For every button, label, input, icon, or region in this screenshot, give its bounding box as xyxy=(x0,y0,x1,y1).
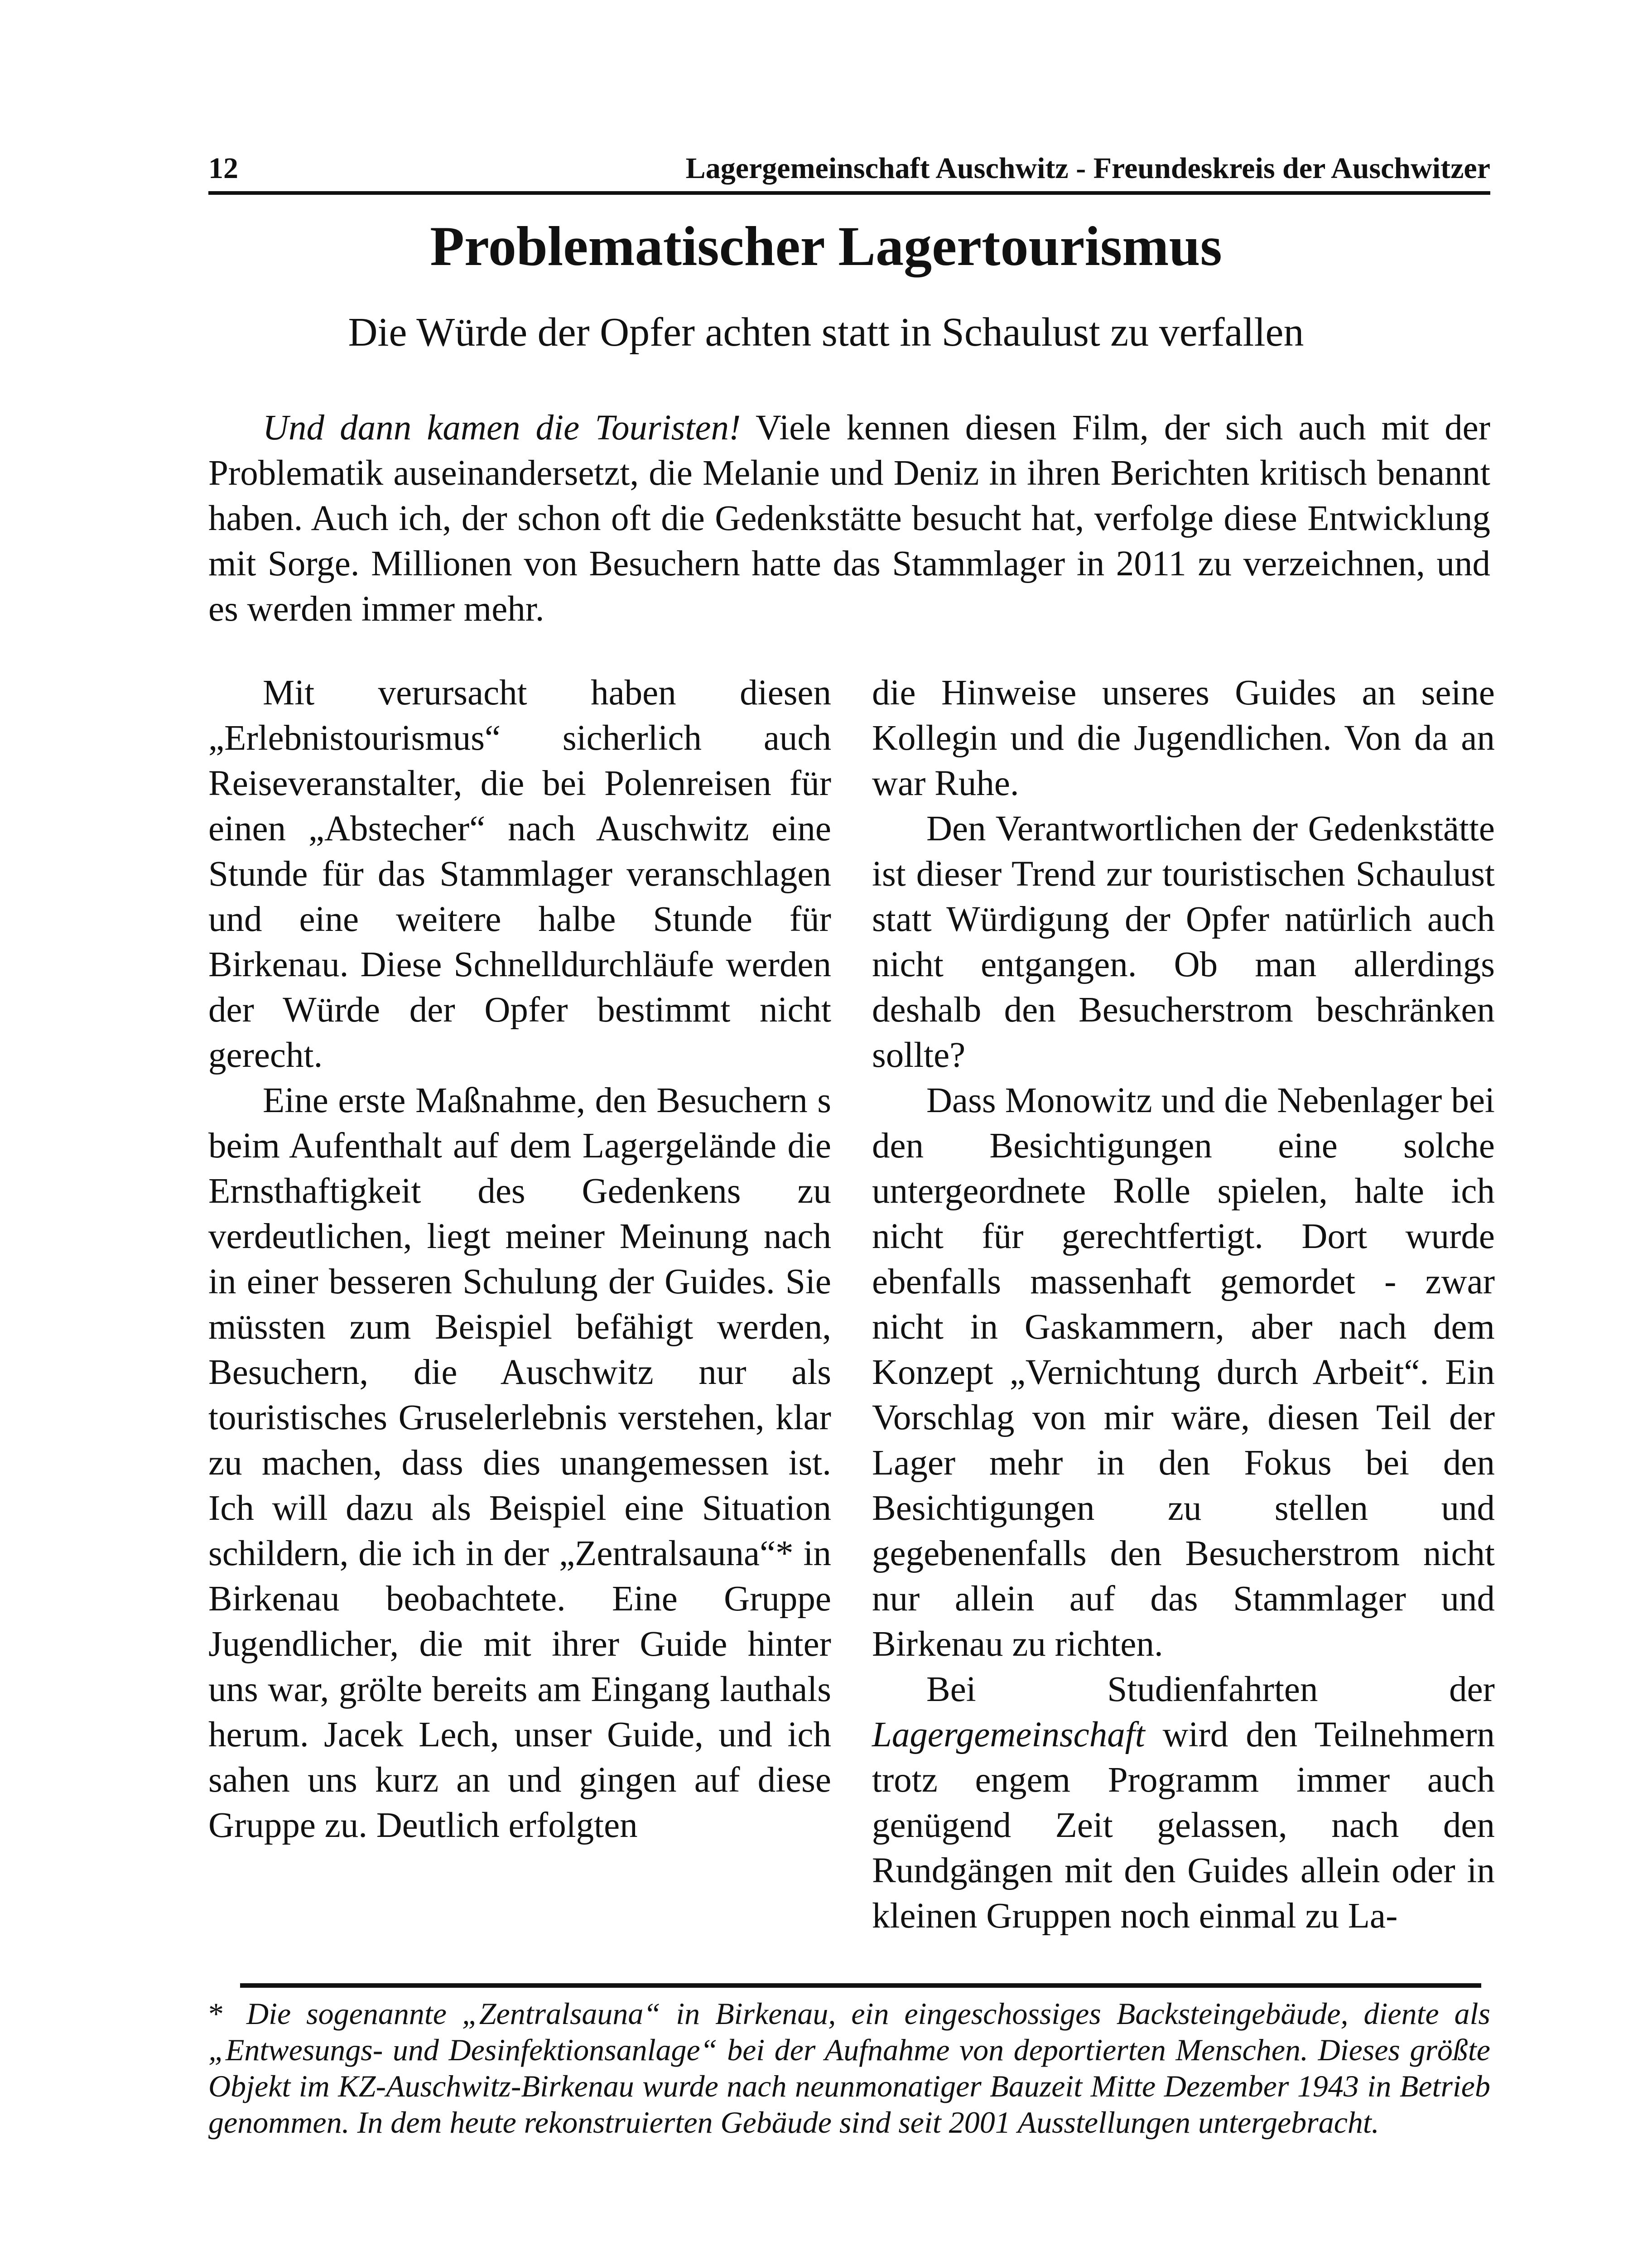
intro-italic: Und dann kamen die Touristen! xyxy=(263,408,741,448)
left-column xyxy=(208,670,831,1848)
footnote-marker: * xyxy=(208,1996,224,2031)
right-paragraph-4-rest: wird den Teilnehmern trotz engem Programm immer auch genügend Zeit gelassen, nach den Rundgängen mit den Guides allein oder in kleinen Gruppen noch einmal zu La- xyxy=(872,1715,1495,1936)
right-paragraph-1: die Hinweise unseres Guides an seine Kollegin und die Jugendlichen. Von da an war Ruhe. xyxy=(872,673,1495,803)
running-title: Lagergemeinschaft Auschwitz - Freundeskreis der Auschwitzer xyxy=(685,152,1490,185)
article-subtitle: Die Würde der Opfer achten statt in Schaulust zu verfallen xyxy=(348,310,1304,355)
right-paragraph-2: Den Verantwortlichen der Gedenkstätte ist dieser Trend zur touristischen Schaulust statt Würdigung der Opfer natürlich auch nicht entgangen. Ob man allerdings deshalb den Besucherstrom beschränken sollte? xyxy=(872,809,1495,1075)
right-paragraph-3: Dass Monowitz und die Nebenlager bei den Besichtigungen eine solche untergeordnete Rolle spielen, halte ich nicht für gerechtfertigt. Dort wurde ebenfalls massenhaft gemordet - zwar nicht in Gaskammern, aber nach dem Konzept „Vernichtung durch Arbeit“. Ein Vorschlag von mir wäre, diesen Teil der Lager mehr in den Fokus bei den Besichtigungen zu stellen und gegebenenfalls den Besucherstrom nicht nur allein auf das Stammlager und Birkenau zu richten. xyxy=(872,1081,1495,1664)
footnote xyxy=(208,1995,1490,2140)
right-column xyxy=(872,670,1495,1939)
intro-text: Viele kennen diesen Film, der sich auch mit der Problematik auseinandersetzt, die Melanie und Deniz in ihren Berichten kritisch benannt haben. Auch ich, der schon oft die Gedenkstätte besucht hat, verfolge diese Entwicklung mit Sorge. Millionen von Besuchern hatte das Stammlager in 2011 zu verzeichnen, und es werden immer mehr. xyxy=(208,408,1491,629)
footnote-divider xyxy=(240,1983,1481,1988)
intro-paragraph xyxy=(208,405,1490,632)
right-paragraph-4 xyxy=(872,1667,1495,1939)
page-number: 12 xyxy=(208,152,238,185)
article-title: Problematischer Lagertourismus xyxy=(430,215,1222,277)
footnote-text: Die sogenannte „Zentralsauna“ in Birkenau, ein eingeschossiges Backsteingebäude, diente als „Entwesungs- und Desinfektionsanlage“ bei der Aufnahme von deportierten Menschen. Dieses größte Objekt im KZ-Auschwitz-Birkenau wurde nach neunmonatiger Bauzeit Mitte Dezember 1943 in Betrieb genommen. In dem heute rekonstruierten Gebäude sind seit 2001 Ausstellungen untergebracht. xyxy=(208,1996,1490,2140)
left-paragraph-1: Mit verursacht haben diesen „Erlebnistourismus“ sicherlich auch Reiseveranstalter, die bei Polenreisen für einen „Abstecher“ nach Auschwitz eine Stunde für das Stammlager veranschlagen und eine weitere halbe Stunde für Birkenau. Diese Schnelldurchläufe werden der Würde der Opfer bestimmt nicht gerecht. xyxy=(208,673,831,1075)
left-paragraph-2: Eine erste Maßnahme, den Besuchern s beim Aufenthalt auf dem Lagergelände die Ernsthaftigkeit des Gedenkens zu verdeutlichen, liegt meiner Meinung nach in einer besseren Schulung der Guides. Sie müssten zum Beispiel befähigt werden, Besuchern, die Auschwitz nur als touristisches Gruselerlebnis verstehen, klar zu machen, dass dies unangemessen ist. Ich will dazu als Beispiel eine Situation schildern, die ich in der „Zentralsauna“* in Birkenau beobachtete. Eine Gruppe Jugendlicher, die mit ihrer Guide hinter uns war, grölte bereits am Eingang lauthals herum. Jacek Lech, unser Guide, und ich sahen uns kurz an und gingen auf diese Gruppe zu. Deutlich erfolgten xyxy=(208,1081,831,1845)
right-paragraph-4-italic: Lagergemeinschaft xyxy=(872,1715,1145,1754)
right-paragraph-4-start: Bei Studienfahrten der xyxy=(926,1670,1495,1709)
page-header xyxy=(208,136,1490,195)
